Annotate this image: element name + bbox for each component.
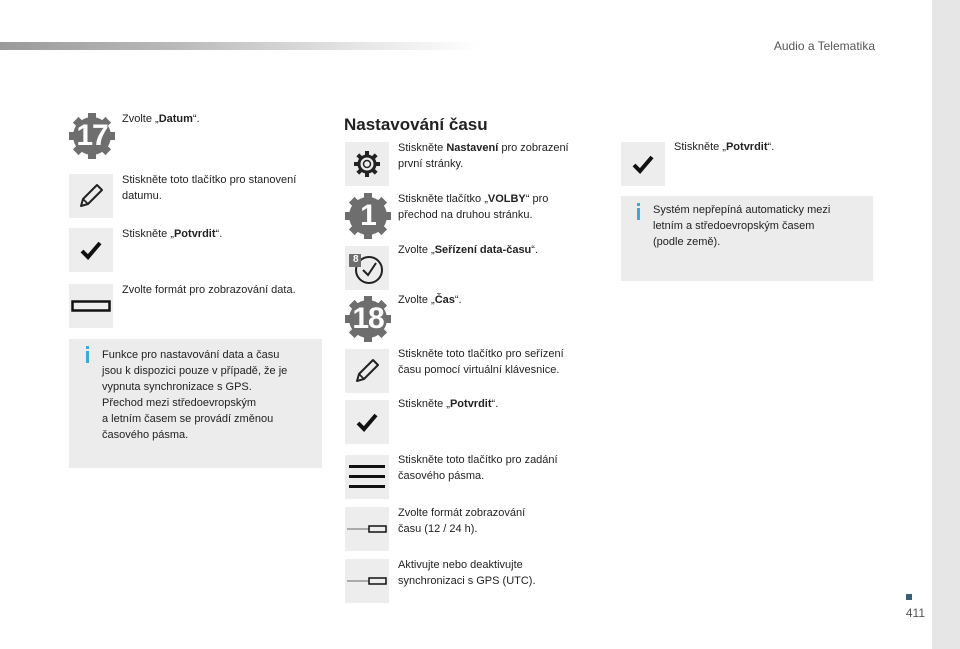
confirm-final-button[interactable]: [621, 142, 665, 186]
instruction-confirm-time: Stiskněte „Potvrdit“.: [398, 398, 499, 410]
info-note-date: Funkce pro nastavování data a času jsou k dispozici pouze v případě, že je vypnuta synchronizace s GPS. Přechod mezi středoevropským a letním časem se provádí změnou časového pásma.: [69, 339, 322, 468]
header-gradient-bar: [0, 42, 480, 50]
time-format-toggle[interactable]: [345, 507, 389, 551]
instruction-select-time: Zvolte „Čas“.: [398, 294, 462, 306]
edit-date-button[interactable]: [69, 174, 113, 218]
step-number: 1: [360, 199, 376, 232]
gear-icon: [352, 149, 382, 179]
edit-time-button[interactable]: [345, 349, 389, 393]
toggle-slider-icon: [345, 571, 389, 591]
confirm-time-button[interactable]: [345, 400, 389, 444]
section-title: Nastavování času: [344, 115, 488, 134]
pencil-icon: [352, 356, 382, 386]
instruction-gps-sync: Aktivujte nebo deaktivujte synchronizaci s GPS (UTC).: [398, 559, 536, 587]
instruction-select-date: Zvolte „Datum“.: [122, 113, 200, 125]
info-icon: [637, 208, 640, 220]
step-17-gear-badge-icon: [69, 113, 115, 159]
checkmark-icon: [79, 238, 103, 262]
section-header: Audio a Telematika: [773, 39, 875, 53]
instruction-date-time: Zvolte „Seřízení data-času“.: [398, 244, 539, 256]
date-time-settings-button[interactable]: [345, 246, 389, 290]
pencil-icon: [76, 181, 106, 211]
clock-icon: [345, 246, 389, 290]
step-18-gear-badge-icon: [345, 296, 391, 342]
date-format-button[interactable]: [69, 284, 113, 328]
checkmark-icon: [631, 152, 655, 176]
step-number: 18: [352, 302, 384, 335]
clock-badge-number: 8: [353, 254, 359, 265]
instruction-edit-date: Stiskněte toto tlačítko pro stanovení datumu.: [122, 174, 297, 202]
gps-sync-toggle[interactable]: [345, 559, 389, 603]
rectangle-frame-icon: [71, 296, 111, 316]
toggle-slider-icon: [345, 519, 389, 539]
menu-lines-icon: [347, 462, 387, 492]
instruction-settings: Stiskněte Nastavení pro zobrazení první stránky.: [398, 142, 569, 170]
instruction-confirm: Stiskněte „Potvrdit“.: [122, 228, 223, 240]
time-zone-button[interactable]: [345, 455, 389, 499]
confirm-button[interactable]: [69, 228, 113, 272]
page-number: 411: [905, 606, 925, 620]
checkmark-icon: [355, 410, 379, 434]
info-note-time: Systém nepřepíná automaticky mezi letním a středoevropským časem (podle země).: [621, 196, 873, 281]
instruction-date-format: Zvolte formát pro zobrazování data.: [122, 284, 296, 296]
instruction-time-zone: Stiskněte toto tlačítko pro zadání časového pásma.: [398, 454, 558, 482]
instruction-confirm-final: Stiskněte „Potvrdit“.: [674, 141, 775, 153]
page-edge-strip: [932, 0, 960, 649]
info-icon: [86, 351, 89, 363]
page-marker: [906, 594, 912, 600]
instruction-options: Stiskněte tlačítko „VOLBY“ pro přechod na druhou stránku.: [398, 193, 549, 221]
instruction-time-format: Zvolte formát zobrazování času (12 / 24 h).: [398, 507, 526, 535]
instruction-edit-time: Stiskněte toto tlačítko pro seřízení času pomocí virtuální klávesnice.: [398, 348, 564, 376]
settings-button[interactable]: [345, 142, 389, 186]
step-1-gear-badge-icon: [345, 193, 391, 239]
step-number: 17: [76, 119, 108, 152]
